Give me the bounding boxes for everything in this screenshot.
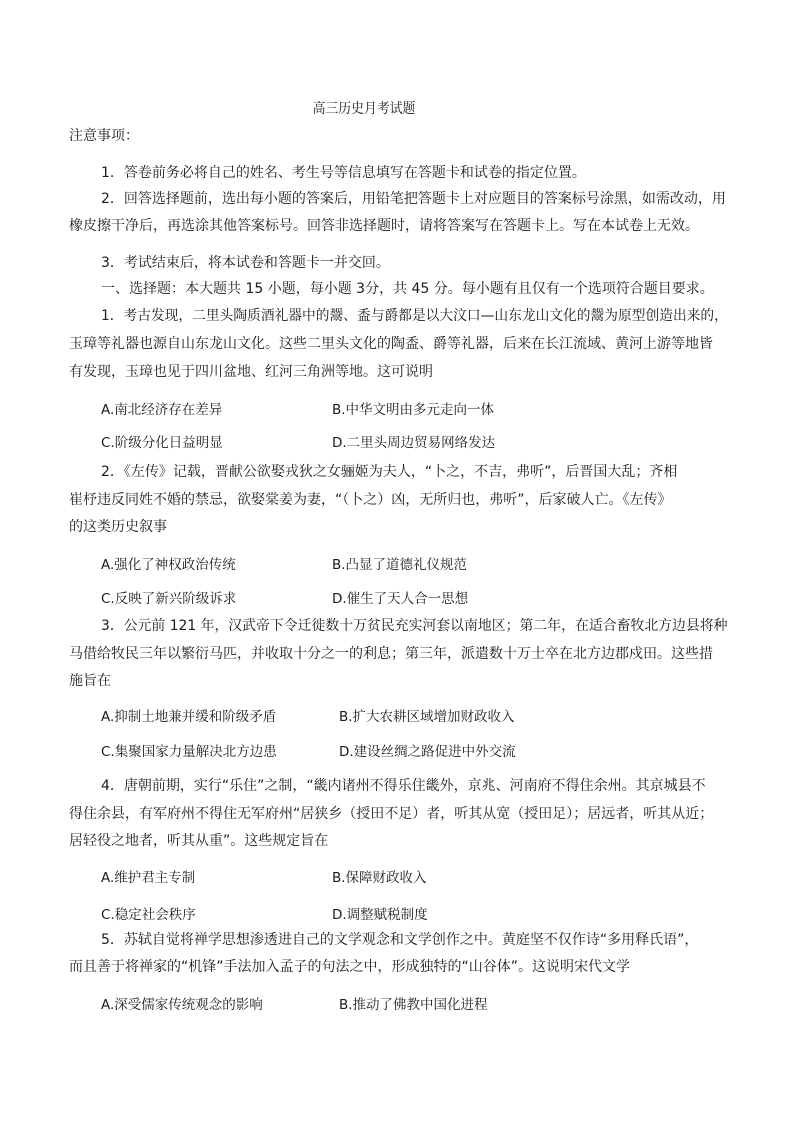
question-4-option-c: C.稳定社会秩序	[101, 907, 196, 923]
section-heading: 一、选择题：本大题共 15 小题，每小题 3分，共 45 分。每小题有且仅有一个选项符合题目要求。	[101, 281, 714, 297]
question-4-line: 居轻役之地者，听其从重”。这些规定旨在	[69, 833, 329, 849]
note-line: 3．考试结束后，将本试卷和答题卡一并交回。	[101, 255, 390, 271]
question-5-option-b: B.推动了佛教中国化进程	[339, 997, 488, 1013]
question-3-line: 马借给牧民三年以繁衍马匹，并收取十分之一的利息；第三年，派遣数十万士卒在北方边郡戍田。这些措	[69, 646, 713, 662]
note-line: 2．回答选择题前，选出每小题的答案后，用铅笔把答题卡上对应题目的答案标号涂黑，如需改动，用	[101, 191, 726, 207]
question-1-option-a: A.南北经济存在差异	[101, 402, 223, 418]
question-4-option-d: D.调整赋税制度	[332, 907, 428, 923]
question-3-option-b: B.扩大农耕区域增加财政收入	[339, 709, 515, 725]
question-1-line: 有发现，玉璋也见于四川盆地、红河三角洲等地。这可说明	[69, 364, 433, 380]
question-3-option-c: C.集聚国家力量解决北方边患	[101, 744, 277, 760]
note-line: 橡皮擦干净后，再选涂其他答案标号。回答非选择题时，请将答案写在答题卡上。写在本试卷上无效。	[69, 218, 699, 234]
question-2-line: 的这类历史叙事	[69, 519, 167, 535]
question-4-option-a: A.维护君主专制	[101, 870, 196, 886]
question-3-option-d: D.建设丝绸之路促进中外交流	[339, 744, 516, 760]
question-5-line: 5．苏轼自觉将禅学思想渗透进自己的文学观念和文学创作之中。黄庭坚不仅作诗“多用释氏语”，	[101, 932, 699, 948]
note-line: 1．答卷前务必将自己的姓名、考生号等信息填写在答题卡和试卷的指定位置。	[101, 165, 586, 181]
question-3-line: 施旨在	[69, 673, 111, 689]
question-2-option-c: C.反映了新兴阶级诉求	[101, 591, 237, 607]
question-4-line: 4．唐朝前期，实行“乐住”之制，“畿内诸州不得乐住畿外，京兆、河南府不得住余州。其京城县不	[101, 778, 706, 794]
question-2-option-b: B.凸显了道德礼仪规范	[332, 557, 468, 573]
question-1-line: 玉璋等礼器也源自山东龙山文化。这些二里头文化的陶盉、爵等礼器，后来在长江流域、黄河上游等地皆	[69, 336, 713, 352]
question-1-option-b: B.中华文明由多元走向一体	[332, 402, 495, 418]
question-2-option-d: D.催生了天人合一思想	[332, 591, 469, 607]
question-3-line: 3．公元前 121 年，汉武帝下令迁徙数十万贫民充实河套以南地区；第二年，在适合畜牧北方边县将种	[101, 618, 728, 634]
question-5-line: 而且善于将禅家的“机锋”手法加入孟子的句法之中，形成独特的“山谷体”。这说明宋代文学	[69, 959, 631, 975]
question-1-line: 1．考古发现，二里头陶质酒礼器中的鬶、盉与爵都是以大汶口—山东龙山文化的鬶为原型创造出来的，	[101, 308, 728, 324]
question-2-option-a: A.强化了神权政治传统	[101, 557, 236, 573]
question-4-line: 得住余县，有军府州不得住无军府州“居狭乡（授田不足）者，听其从宽（授田足）；居远者，听其从近；	[69, 806, 714, 822]
question-2-line: 崔杼违反同姓不婚的禁忌，欲娶棠姜为妻，“（卜之）凶，无所归也，弗听”，后家破人亡。《左传》	[69, 492, 672, 508]
question-4-option-b: B.保障财政收入	[332, 870, 427, 886]
question-2-line: 2．《左传》记载，晋献公欲娶戎狄之女骊姬为夫人，“卜之，不吉，弗听”，后晋国大乱；齐相	[101, 464, 678, 480]
question-3-option-a: A.抑制土地兼并缓和阶级矛盾	[101, 709, 277, 725]
page-title: 高三历史月考试题	[312, 101, 416, 117]
question-1-option-d: D.二里头周边贸易网络发达	[332, 435, 496, 451]
notes-heading: 注意事项：	[69, 128, 139, 144]
question-1-option-c: C.阶级分化日益明显	[101, 435, 223, 451]
question-5-option-a: A.深受儒家传统观念的影响	[101, 997, 263, 1013]
